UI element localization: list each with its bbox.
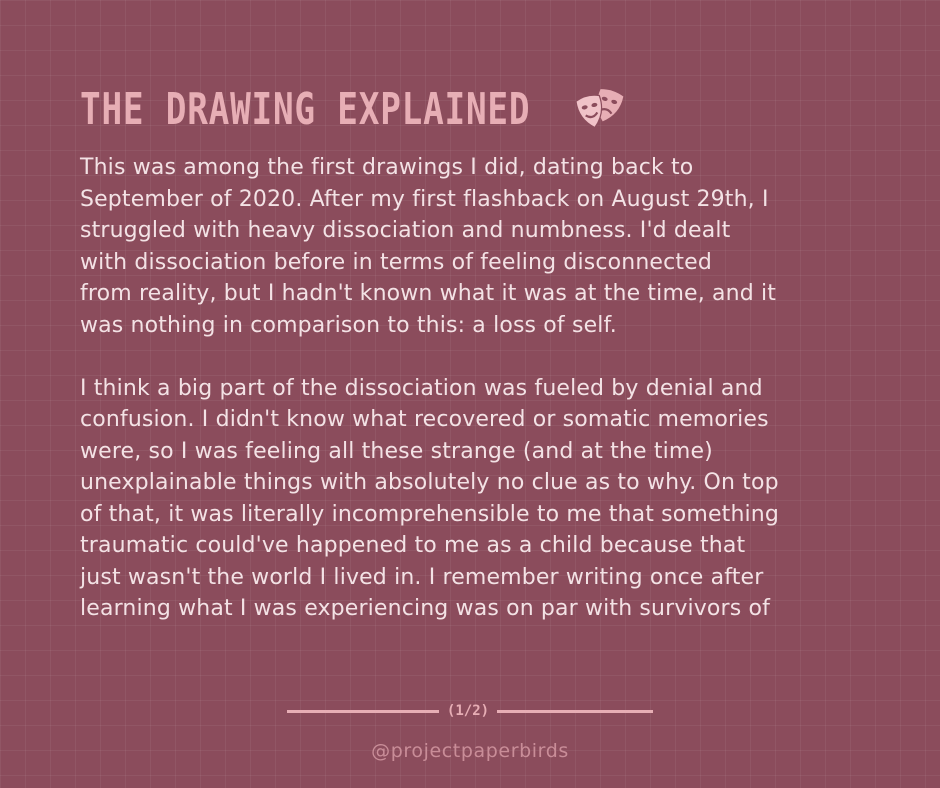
paragraph-1: This was among the first drawings I did, dating back to September of 2020. After my first flashback on August 29th, I struggled with heavy dissociation and numbness. I'd dealt with dissociation before in terms of feeling disconnected from reality, but I hadn't known what it was at the time, and it was nothing in comparison to this: a loss of self.	[80, 155, 777, 338]
social-handle: @projectpaperbirds	[371, 740, 569, 762]
explanation-text	[80, 152, 870, 656]
page-indicator: (1/2)	[446, 703, 490, 719]
theater-masks-icon	[571, 82, 627, 138]
page-title: THE DRAWING EXPLAINED	[80, 84, 531, 135]
divider-line-left	[287, 710, 439, 713]
page-divider	[287, 700, 653, 722]
paragraph-2: I think a big part of the dissociation was fueled by denial and confusion. I didn't know what recovered or somatic memories were, so I was feeling all these strange (and at the time) unexplainable things with absolutely no clue as to why. On top of that, it was literally incomprehensible to me that something traumatic could've happened to me as a child because that just wasn't the world I lived in. I remember writing once after learning what I was experiencing was on par with survivors of	[80, 375, 780, 621]
header	[80, 82, 627, 138]
divider-line-right	[497, 710, 653, 713]
